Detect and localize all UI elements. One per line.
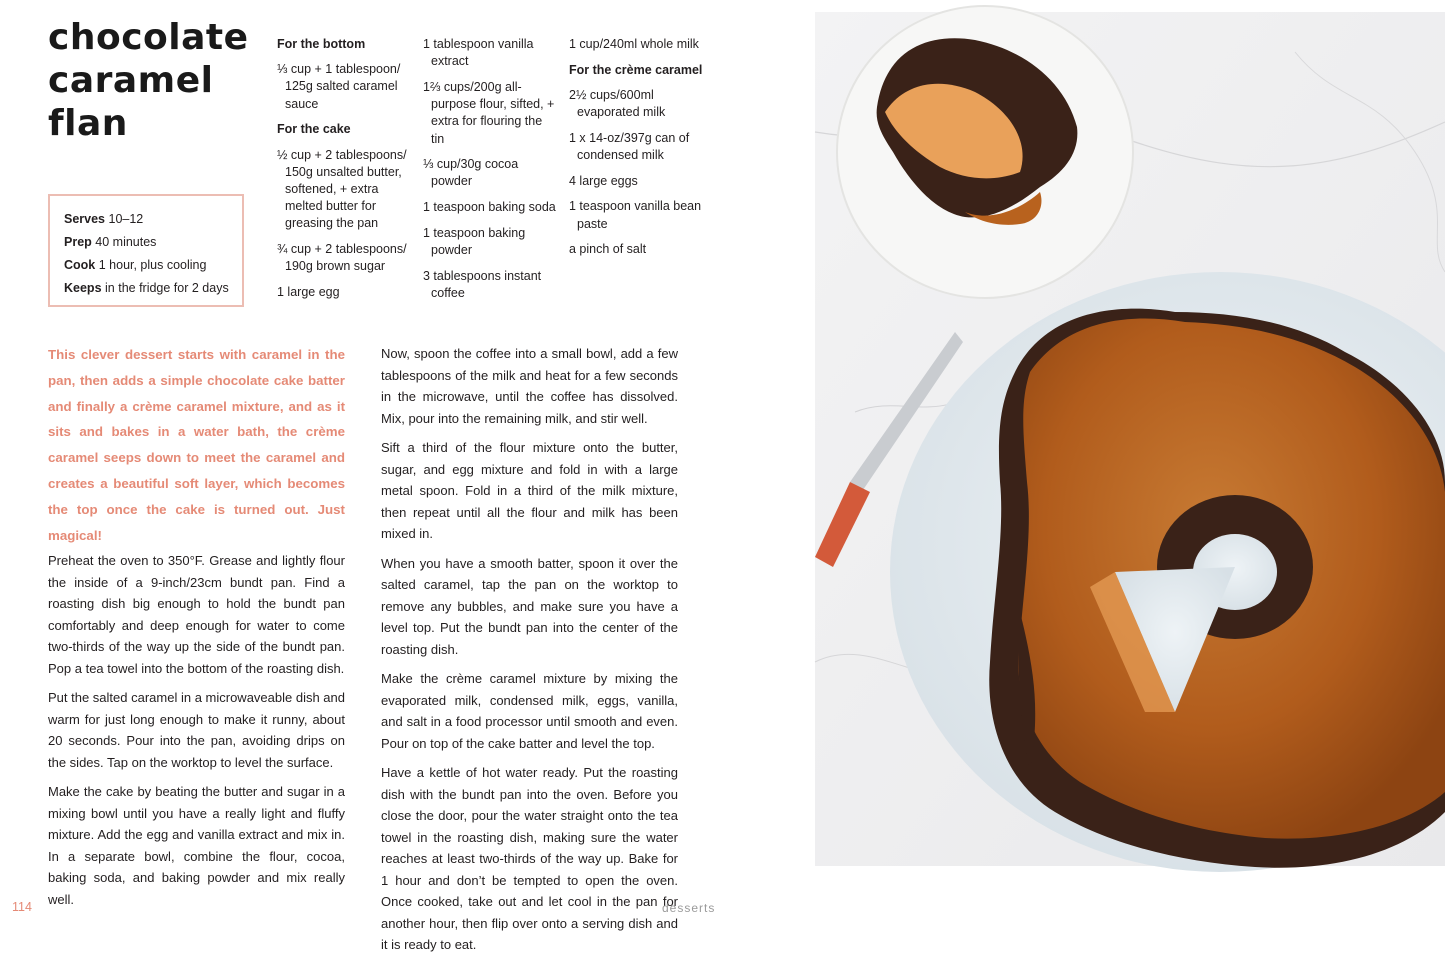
ingredient-item: 1 large egg <box>277 284 340 299</box>
ingredient-heading: For the bottom <box>277 37 366 51</box>
info-label: Serves <box>64 212 106 226</box>
title-line: chocolate <box>48 17 249 58</box>
info-cook <box>64 254 242 277</box>
recipe-info-box <box>48 194 244 307</box>
ingredient-item: 1⅔ cups/200g all-purpose flour, sifted, + extra for flouring the tin <box>423 79 555 146</box>
ingredient-item: 4 large eggs <box>569 173 638 188</box>
ingredient-item: 1 x 14-oz/397g can of condensed milk <box>569 130 690 163</box>
ingredient-item: 1 tablespoon vanilla extract <box>423 37 534 69</box>
info-label: Prep <box>64 235 92 249</box>
ingredient-item: ¾ cup + 2 tablespoons/ 190g brown sugar <box>277 242 407 274</box>
info-label: Cook <box>64 258 96 272</box>
info-value: 40 minutes <box>95 235 157 249</box>
method-paragraph: When you have a smooth batter, spoon it over the salted caramel, tap the pan on the worktop to remove any bubbles, and make sure you have a level top. Put the bundt pan into the center of the roasting dish. <box>381 555 678 657</box>
info-value: 10–12 <box>108 212 144 226</box>
ingredient-heading: For the crème caramel <box>569 62 703 77</box>
ingredient-heading: For the cake <box>277 122 351 137</box>
page-number: 114 <box>12 900 32 914</box>
section-label: desserts <box>662 901 716 915</box>
info-value: 1 hour, plus cooling <box>98 258 207 272</box>
ingredient-item: 1 teaspoon baking soda <box>423 200 556 215</box>
ingredient-item: 1 cup/240ml whole milk <box>569 37 699 51</box>
ingredient-item: ⅓ cup + 1 tablespoon/ 125g salted caramel sauce <box>277 62 401 111</box>
bundt-flan <box>989 309 1445 868</box>
flan-photo <box>815 12 1445 866</box>
method-paragraph: Have a kettle of hot water ready. Put the roasting dish with the bundt pan into the oven. Before you close the door, pour the water straight onto the tea towel in the roasting dish, making sure the water reaches at least two-thirds of the way up. Bake for 1 hour and don’t be tempted to open the oven. Once cooked, take out and let cool in the pan for another hour, then flip over onto a serving dish and it is ready to eat. <box>381 765 678 952</box>
flan-photo-illustration <box>815 12 1445 866</box>
method-paragraph: Now, spoon the coffee into a small bowl, add a few tablespoons of the milk and heat for a few seconds in the microwave, until the coffee has dissolved. Mix, pour into the remaining milk, and stir well. <box>381 346 678 426</box>
method-paragraph: Put the salted caramel in a microwaveable dish and warm for just long enough to make it runny, about 20 seconds. Pour into the pan, avoiding drips on the sides. Tap on the worktop to level the surface. <box>48 690 345 770</box>
method-paragraph: Make the crème caramel mixture by mixing the evaporated milk, condensed milk, eggs, vanilla, and salt in a food processor until smooth and even. Pour on top of the cake batter and level the top. <box>381 671 678 751</box>
ingredient-item: ⅓ cup/30g cocoa powder <box>423 157 519 189</box>
info-label: Keeps <box>64 281 102 295</box>
ingredient-item: ½ cup + 2 tablespoons/ 150g unsalted butter, softened, + extra melted butter for greasing the pan <box>277 147 407 231</box>
ingredient-item: 2½ cups/600ml evaporated milk <box>569 87 666 120</box>
ingredients-column-3 <box>569 36 709 267</box>
method-paragraph: Make the cake by beating the butter and sugar in a mixing bowl until you have a really light and fluffy mixture. Add the egg and vanilla extract and mix in. In a separate bowl, combine the flour, cocoa, baking soda, and baking powder and mix really well. <box>48 784 345 907</box>
recipe-intro: This clever dessert starts with caramel in the pan, then adds a simple chocolate cake batter and finally a crème caramel mixture, and as it sits and bakes in a water bath, the crème caramel seeps down to meet the caramel and creates a beautiful soft layer, which becomes the top once the cake is turned out. Just magical! <box>48 347 345 543</box>
ingredient-item: 1 teaspoon baking powder <box>423 225 526 258</box>
title-line: flan <box>48 103 128 144</box>
info-serves <box>64 208 242 231</box>
method-paragraph: Sift a third of the flour mixture onto the butter, sugar, and egg mixture and fold in with a large metal spoon. Fold in a third of the milk mixture, then repeat until all the flour and milk has been mixed in. <box>381 440 678 541</box>
ingredient-item: a pinch of salt <box>569 242 647 257</box>
info-value: in the fridge for 2 days <box>105 281 229 295</box>
info-prep <box>64 231 242 254</box>
method-column-1 <box>48 550 345 918</box>
ingredients-column-1 <box>277 36 412 310</box>
ingredient-item: 1 teaspoon vanilla bean paste <box>569 199 702 231</box>
recipe-title <box>48 16 268 145</box>
ingredient-item: 3 tablespoons instant coffee <box>423 268 542 300</box>
method-column-2 <box>381 343 678 964</box>
info-keeps <box>64 277 242 300</box>
ingredients-column-2 <box>423 36 558 311</box>
title-line: caramel <box>48 60 214 101</box>
method-paragraph: Preheat the oven to 350°F. Grease and lightly flour the inside of a 9-inch/23cm bundt pan. Find a roasting dish big enough to hold the bundt pan comfortably and deep enough for water to come two-thirds of the way up the side of the bundt pan. Pop a tea towel into the bottom of the roasting dish. <box>48 553 345 676</box>
